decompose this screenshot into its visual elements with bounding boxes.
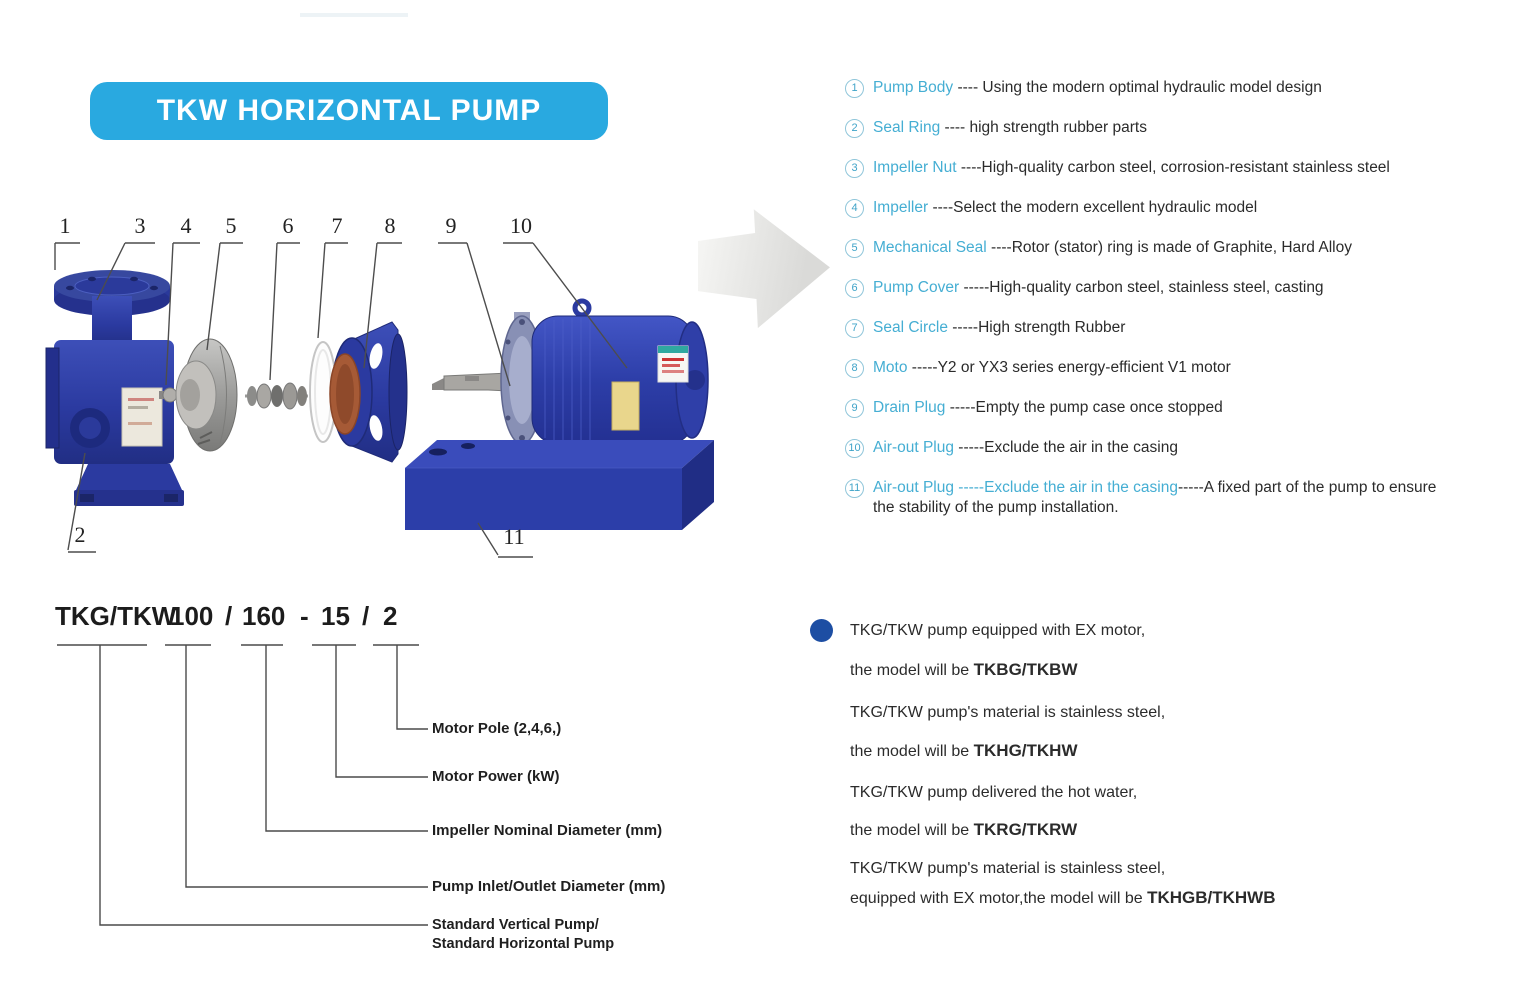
parts-list-item-1	[845, 78, 1445, 98]
part-desc: -----Y2 or YX3 series energy-efficient V1 motor	[911, 359, 1231, 376]
circled-number: 7	[845, 319, 864, 338]
part-desc: ----Rotor (stator) ring is made of Graphite, Hard Alloy	[991, 239, 1352, 256]
motor-graphic	[501, 301, 708, 448]
callout-1: 1	[59, 213, 71, 238]
parts-list-item-9	[845, 398, 1445, 418]
parts-list-item-8	[845, 358, 1445, 378]
decode-label-motor-pole: Motor Pole (2,4,6,)	[432, 720, 562, 737]
note-line: TKG/TKW pump's material is stainless steel,	[850, 704, 1166, 721]
callout-6: 6	[282, 213, 294, 238]
parts-list-item-6	[845, 278, 1445, 298]
decode-label-inlet-diam: Pump Inlet/Outlet Diameter (mm)	[432, 878, 666, 895]
part-name: Air-out Plug	[873, 439, 954, 456]
circled-number: 1	[845, 79, 864, 98]
circled-number: 5	[845, 239, 864, 258]
note-model-code: TKHGB/TKHWB	[1147, 888, 1276, 907]
note-line: TKG/TKW pump equipped with EX motor,	[850, 622, 1146, 639]
part-desc: ----Select the modern excellent hydraulic model	[932, 199, 1258, 216]
part-name: Impeller Nut	[873, 159, 957, 176]
part-desc: ----High-quality carbon steel, corrosion-resistant stainless steel	[960, 159, 1390, 176]
model-code-power: 15	[321, 601, 350, 631]
note-line: the model will be TKBG/TKBW	[850, 660, 1078, 679]
decode-label-pump-type-line2: Standard Horizontal Pump	[432, 936, 615, 952]
parts-list-item-3	[845, 158, 1445, 178]
pump-cover-graphic	[330, 322, 407, 462]
parts-list-item-7	[845, 318, 1445, 338]
mechanical-seal-graphic	[245, 383, 308, 409]
part-name: Pump Cover	[873, 279, 960, 296]
part-name: Air-out Plug -----Exclude the air in the casing	[873, 479, 1178, 496]
part-name: Impeller	[873, 199, 929, 216]
note-line: TKG/TKW pump delivered the hot water,	[850, 784, 1138, 801]
circled-number: 2	[845, 119, 864, 138]
parts-list-item-4	[845, 198, 1445, 218]
exploded-pump-diagram	[40, 200, 760, 570]
part-name: Drain Plug	[873, 399, 946, 416]
decode-label-impeller-diam: Impeller Nominal Diameter (mm)	[432, 822, 663, 839]
callout-7: 7	[331, 213, 343, 238]
callout-4: 4	[180, 213, 192, 238]
callout-11: 11	[503, 524, 525, 549]
part-name: Seal Ring	[873, 119, 941, 136]
parts-list-item-11	[845, 478, 1445, 518]
circled-number: 11	[845, 479, 864, 498]
decode-label-motor-power: Motor Power (kW)	[432, 768, 560, 785]
base-graphic	[405, 440, 714, 530]
notes-bullet	[810, 619, 833, 642]
note-model-code: TKBG/TKBW	[973, 660, 1078, 679]
parts-list-item-10	[845, 438, 1445, 458]
model-code-inlet: 100	[170, 601, 214, 631]
circled-number: 4	[845, 199, 864, 218]
note-line: the model will be TKHG/TKHW	[850, 741, 1078, 760]
parts-list-item-2	[845, 118, 1445, 138]
callout-2: 2	[74, 522, 86, 547]
model-code-slash-2: /	[362, 601, 370, 631]
circled-number: 10	[845, 439, 864, 458]
callout-5: 5	[225, 213, 237, 238]
circled-number: 9	[845, 399, 864, 418]
callout-3: 3	[134, 213, 146, 238]
circled-number: 8	[845, 359, 864, 378]
part-name: Pump Body	[873, 79, 954, 96]
parts-list-item-5	[845, 238, 1445, 258]
callout-10: 10	[510, 213, 532, 238]
part-desc: -----Empty the pump case once stopped	[949, 399, 1223, 416]
model-code-slash-1: /	[225, 601, 233, 631]
note-model-code: TKHG/TKHW	[973, 741, 1078, 760]
impeller-graphic	[176, 339, 237, 451]
part-desc: -----A fixed part of the pump to ensure the stability of the pump installation.	[873, 479, 1437, 516]
pump-body-graphic	[46, 270, 184, 506]
circled-number: 3	[845, 159, 864, 178]
callout-8: 8	[384, 213, 396, 238]
decode-label-pump-type-line1: Standard Vertical Pump/	[432, 917, 599, 933]
model-code-decode-lines	[0, 600, 760, 1000]
part-name: Seal Circle	[873, 319, 948, 336]
decode-label-pump-type	[432, 916, 614, 954]
part-name: Moto	[873, 359, 908, 376]
title-banner	[90, 82, 608, 140]
part-desc: ---- high strength rubber parts	[944, 119, 1147, 136]
note-model-code: TKRG/TKRW	[973, 820, 1078, 839]
note-line: TKG/TKW pump's material is stainless steel,	[850, 860, 1166, 877]
part-desc: ---- Using the modern optimal hydraulic model design	[957, 79, 1322, 96]
note-line: the model will be TKRG/TKRW	[850, 820, 1078, 839]
part-desc: -----High-quality carbon steel, stainless steel, casting	[963, 279, 1324, 296]
page-title: TKW HORIZONTAL PUMP	[156, 94, 542, 127]
model-code-impeller: 160	[242, 601, 286, 631]
model-code-series: TKG/TKW	[55, 601, 177, 631]
part-name: Mechanical Seal	[873, 239, 987, 256]
circled-number: 6	[845, 279, 864, 298]
model-code-dash: -	[300, 601, 309, 631]
callout-9: 9	[445, 213, 457, 238]
part-desc: -----High strength Rubber	[952, 319, 1126, 336]
part-desc: -----Exclude the air in the casing	[958, 439, 1178, 456]
note-line: equipped with EX motor,the model will be TKHGB/TKHWB	[850, 888, 1276, 907]
model-code-pole: 2	[383, 601, 398, 631]
top-decoration-dash	[300, 13, 408, 17]
